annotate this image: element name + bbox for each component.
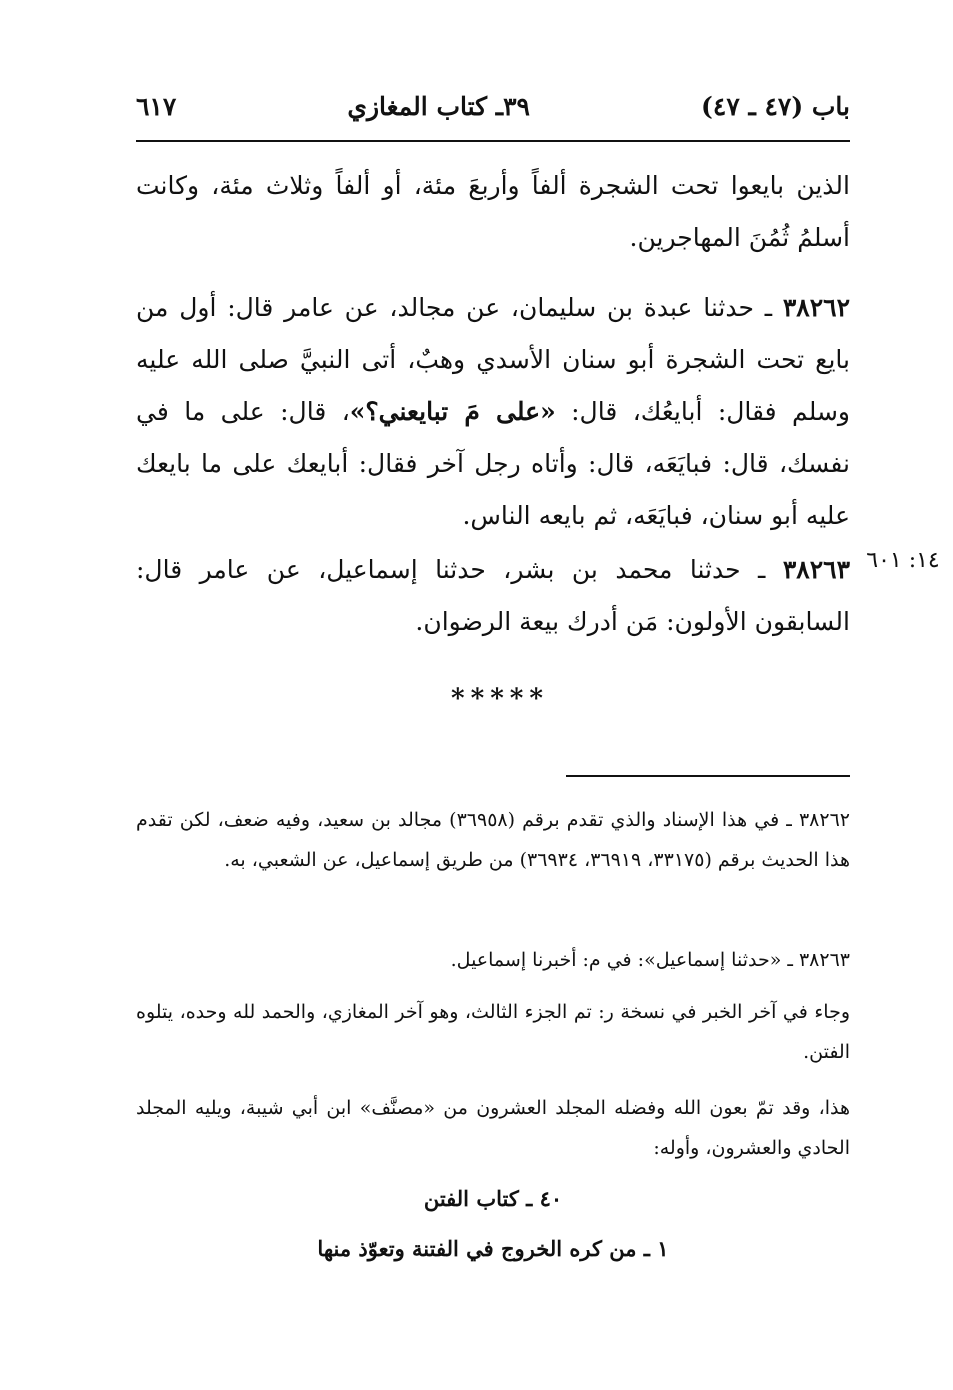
header-chapter-ref: باب (٤٧ ـ ٤٧) xyxy=(701,91,850,121)
hadith-quote: «على مَ تبايعني؟» xyxy=(349,397,556,426)
next-chapter-title: ١ ـ من كره الخروج في الفتنة وتعوّذ منها xyxy=(317,1236,669,1261)
footnote-volume-end xyxy=(136,1088,850,1168)
footnote-divider xyxy=(566,775,850,777)
footnote-38262 xyxy=(136,800,850,880)
footnote-text: هذا، وقد تمّ بعون الله وفضله المجلد العشرون من «مصنَّف» ابن أبي شيبة، ويليه المجلد الحادي والعشرون، وأوله: xyxy=(136,1097,850,1159)
footnote-text: وجاء في آخر الخبر في نسخة ر: تم الجزء الثالث، وهو آخر المغازي، والحمد لله وحده، يتلوه الفتن. xyxy=(136,1001,850,1063)
hadith-text-part2: ، قال: على ما في نفسك، قال: فبايَعَه، قال: وأتاه رجل آخر فقال: أبايعك على ما بايعك عليه أبو سنان، فبايَعَه، ثم بايعه الناس. xyxy=(136,397,850,530)
hadith-38263 xyxy=(136,544,850,648)
paragraph-intro-text: الذين بايعوا تحت الشجرة ألفاً وأربعَ مئة، أو ألفاً وثلاث مئة، وكانت أسلمُ ثُمُنَ المهاجرين. xyxy=(136,171,850,252)
hadith-number: ٣٨٢٦٢ xyxy=(782,293,850,322)
running-header xyxy=(136,84,850,128)
hadith-number: ٣٨٢٦٣ xyxy=(782,555,850,584)
hadith-text: ـ حدثنا محمد بن بشر، حدثنا إسماعيل، عن عامر قال: السابقون الأولون: مَن أدرك بيعة الرضوان. xyxy=(136,555,850,636)
margin-reference: ١٤: ٦٠١ xyxy=(866,548,940,573)
footnote-text: ٣٨٢٦٢ ـ في هذا الإسناد والذي تقدم برقم (٣٦٩٥٨) مجالد بن سعيد، وفيه ضعف، لكن تقدم هذا الحديث برقم (٣٣١٧٥، ٣٦٩١٩، ٣٦٩٣٤) من طريق إسماعيل، عن الشعبي، به. xyxy=(136,809,850,871)
hadith-38262 xyxy=(136,282,850,542)
header-book-title: ٣٩ـ كتاب المغازي xyxy=(347,91,530,121)
paragraph-intro xyxy=(136,160,850,264)
header-divider xyxy=(136,140,850,142)
section-separator-stars: ***** xyxy=(451,684,549,714)
hadith-text-part1: ـ حدثنا عبدة بن سليمان، عن مجالد، عن عامر قال: أول من بايع تحت الشجرة أبو سنان الأسدي وهبٌ، أتى النبيَّ صلى الله عليه وسلم فقال: أبايعُك، قال: xyxy=(136,293,850,426)
page-number: ٦١٧ xyxy=(136,91,177,121)
footnote-38263 xyxy=(136,940,850,980)
next-book-title: ٤٠ ـ كتاب الفتن xyxy=(423,1186,563,1211)
footnote-text: ٣٨٢٦٣ ـ «حدثنا إسماعيل»: في م: أخبرنا إسماعيل. xyxy=(450,949,850,971)
footnote-manuscript-note xyxy=(136,992,850,1072)
